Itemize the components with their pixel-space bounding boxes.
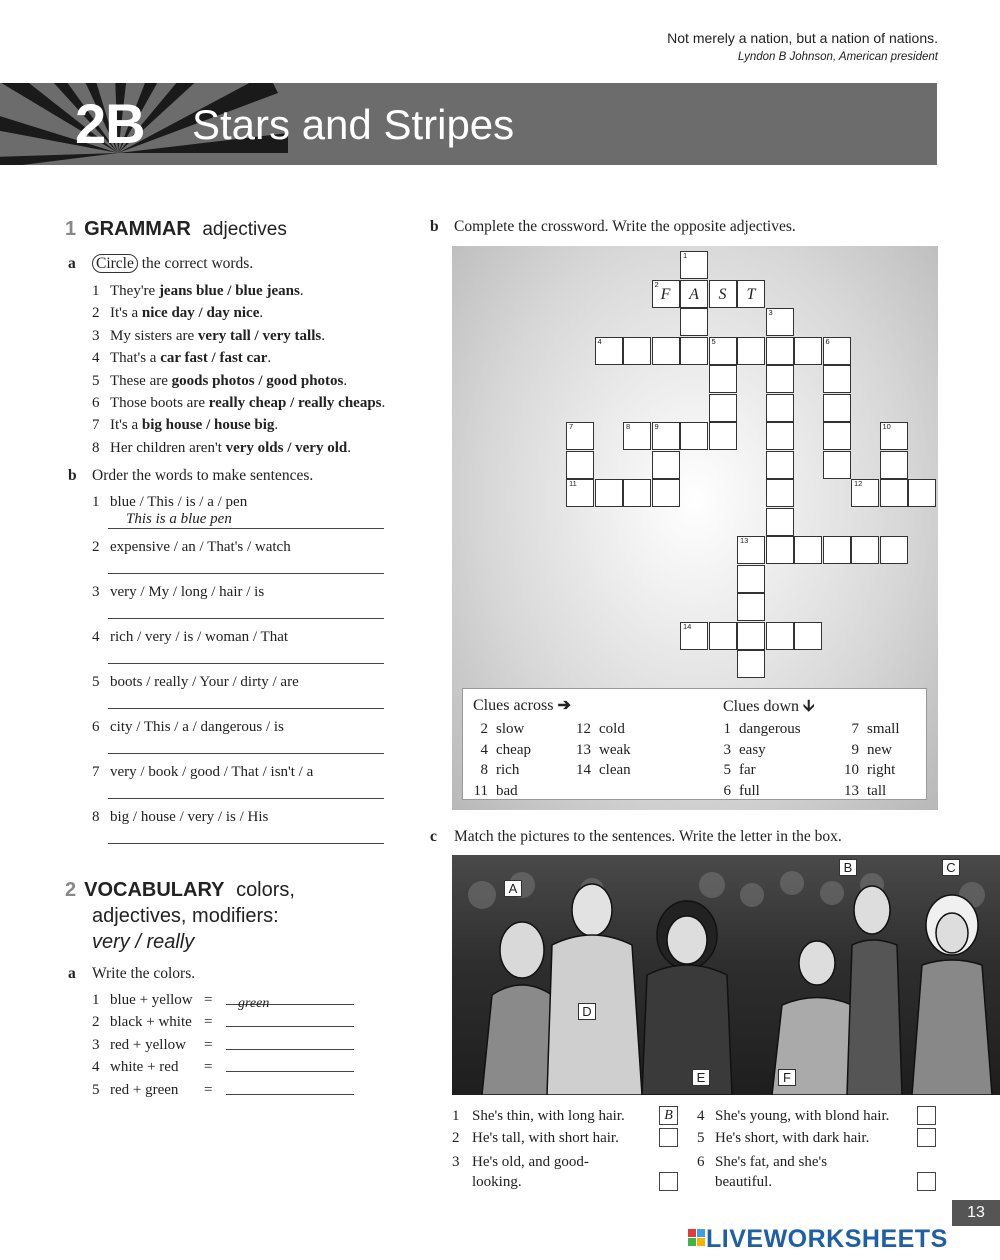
party-illustration <box>452 855 1000 1095</box>
crossword-cell[interactable] <box>709 622 737 650</box>
cell-letter: T <box>746 285 756 303</box>
cell-number: 10 <box>882 422 891 431</box>
exercise-letter: a <box>68 965 76 982</box>
crossword-cell[interactable] <box>652 479 680 507</box>
matching-instruction <box>430 828 842 846</box>
section-number: 2 <box>65 879 77 901</box>
cell-letter: F <box>660 285 671 303</box>
match-item: 5 He's short, with dark hair. <box>697 1130 870 1146</box>
answer-box[interactable] <box>659 1128 678 1147</box>
grammar-a-list <box>92 280 432 459</box>
crossword-cell[interactable] <box>766 508 794 536</box>
crossword-cell[interactable] <box>680 280 708 308</box>
crossword-cell[interactable] <box>680 251 708 279</box>
picture-label-d: D <box>578 1003 596 1020</box>
crossword-cell[interactable] <box>566 422 594 450</box>
crossword-cell[interactable] <box>766 394 794 422</box>
crossword-cell[interactable] <box>652 451 680 479</box>
clue-item: 5 far <box>723 762 756 778</box>
exercise-letter: b <box>68 467 77 484</box>
list-item: 4 rich / very / is / woman / That <box>92 629 402 674</box>
crossword-cell[interactable] <box>709 280 737 308</box>
liveworksheets-logo <box>688 1225 948 1254</box>
match-item: 3 He's old, and good- looking. <box>452 1154 589 1190</box>
word-prompt: rich / very / is / woman / That <box>110 629 289 645</box>
clue-item: 10 right <box>844 762 896 778</box>
answer-field[interactable] <box>108 826 384 844</box>
section-number: 1 <box>65 218 77 240</box>
clue-item: 8 rich <box>480 762 520 778</box>
match-item: 1 She's thin, with long hair. <box>452 1108 625 1124</box>
page-number: 13 <box>952 1200 1000 1226</box>
instruction-text: the correct words. <box>141 255 254 272</box>
crossword-cell[interactable] <box>709 394 737 422</box>
crossword-cell[interactable] <box>737 593 765 621</box>
grammar-a-instruction <box>68 255 253 273</box>
clue-item: 3 easy <box>723 741 766 758</box>
clues-box <box>462 688 927 800</box>
clue-item: 13 weak <box>576 741 631 758</box>
picture-label-e: E <box>692 1069 710 1086</box>
list-item: 5 boots / really / Your / dirty / are <box>92 674 402 719</box>
crossword-cell[interactable] <box>823 536 851 564</box>
crossword-cell[interactable] <box>794 622 822 650</box>
list-item: 6 Those boots are really cheap / really cheaps. <box>92 395 386 412</box>
crossword-cell[interactable] <box>737 536 765 564</box>
crossword-cell[interactable] <box>623 337 651 365</box>
clues-across <box>473 695 571 715</box>
answer-field[interactable] <box>226 1049 354 1050</box>
word-prompt: boots / really / Your / dirty / are <box>110 674 299 690</box>
vocab-a-instruction <box>68 965 195 983</box>
crossword-cell[interactable] <box>851 479 879 507</box>
word-prompt: expensive / an / That's / watch <box>110 539 291 555</box>
answer-field[interactable] <box>108 691 384 709</box>
answer-box[interactable] <box>917 1128 936 1147</box>
crossword-cell[interactable] <box>823 451 851 479</box>
picture-label-c: C <box>942 859 960 876</box>
option-choice[interactable]: goods photos / good photos <box>171 372 344 389</box>
cell-number: 2 <box>654 279 659 289</box>
picture-label-b: B <box>839 859 857 876</box>
option-choice[interactable]: car fast / fast car <box>160 350 268 367</box>
option-choice[interactable]: jeans blue / blue jeans <box>158 283 300 299</box>
circle-word: Circle <box>92 254 138 273</box>
list-item: 5 These are goods photos / good photos. <box>92 372 348 389</box>
crossword-cell[interactable] <box>709 365 737 393</box>
crossword-cell[interactable] <box>823 422 851 450</box>
crossword-cell[interactable] <box>737 280 765 308</box>
answer-box[interactable] <box>917 1106 936 1125</box>
option-choice[interactable]: big house / house big <box>141 417 275 434</box>
list-item: 8 Her children aren't very olds / very old. <box>92 439 351 456</box>
crossword-cell[interactable] <box>880 479 908 507</box>
crossword-cell[interactable] <box>737 565 765 593</box>
clue-item: 6 full <box>723 782 760 799</box>
crossword-cell[interactable] <box>595 479 623 507</box>
crossword-cell[interactable] <box>766 451 794 479</box>
list-item: 1 blue / This / is / a / pen This is a blue pen <box>92 494 402 539</box>
cell-number: 11 <box>569 479 577 488</box>
cell-letter: S <box>718 285 727 303</box>
crossword-cell[interactable] <box>595 337 623 365</box>
word-prompt: blue / This / is / a / pen <box>110 494 248 510</box>
cell-letter: A <box>689 285 699 303</box>
unit-code: 2B <box>75 92 145 155</box>
crossword-cell[interactable] <box>623 479 651 507</box>
crossword-cell[interactable] <box>709 422 737 450</box>
answer-field[interactable] <box>108 781 384 799</box>
crossword-cell[interactable] <box>566 479 594 507</box>
match-item: 2 He's tall, with short hair. <box>452 1130 619 1146</box>
crossword-cell[interactable] <box>766 365 794 393</box>
cell-number: 12 <box>854 479 863 488</box>
exercise-letter: a <box>68 255 76 272</box>
list-item: 8 big / house / very / is / His <box>92 809 402 854</box>
vocab-a-list <box>92 992 372 1104</box>
cell-number: 3 <box>768 308 773 317</box>
crossword-cell[interactable] <box>623 422 651 450</box>
clue-item: 13 tall <box>844 782 887 799</box>
list-item: 3 My sisters are very tall / very talls. <box>92 327 325 344</box>
clue-item: 11 bad <box>473 782 518 799</box>
section-topic: very / really <box>92 931 195 953</box>
unit-banner <box>0 83 937 165</box>
answer-field[interactable] <box>108 736 384 754</box>
answer-field[interactable] <box>108 601 384 619</box>
arrow-right-icon: ➔ <box>557 697 571 714</box>
picture-label-a: A <box>504 880 522 897</box>
answer-field[interactable] <box>226 1026 354 1027</box>
cell-number: 7 <box>569 422 574 431</box>
exercise-letter: c <box>430 828 437 845</box>
crossword-cell[interactable] <box>851 536 879 564</box>
quote-block <box>667 30 938 63</box>
answer-field[interactable] <box>108 646 384 664</box>
clue-item: 4 cheap <box>480 741 531 758</box>
clues-down-heading: Clues down <box>723 698 799 715</box>
list-item: 4 white + red = <box>92 1059 372 1081</box>
crossword-cell[interactable] <box>680 622 708 650</box>
crossword-cell[interactable] <box>794 337 822 365</box>
cell-number: 5 <box>711 336 716 346</box>
instruction-text: Match the pictures to the sentences. Write the letter in the box. <box>454 828 842 845</box>
crossword-cell[interactable] <box>766 622 794 650</box>
brand-name: LIVEWORKSHEETS <box>706 1225 948 1253</box>
word-prompt: city / This / a / dangerous / is <box>110 719 284 735</box>
instruction-text: Write the colors. <box>92 965 196 982</box>
answer-box[interactable] <box>917 1172 936 1191</box>
match-item: 6 She's fat, and she's beautiful. <box>697 1154 828 1190</box>
crossword-cell[interactable] <box>880 536 908 564</box>
vocabulary-heading <box>65 877 295 955</box>
match-item: 4 She's young, with blond hair. <box>697 1108 890 1124</box>
section-topic: colors, <box>236 879 295 901</box>
clue-item: 9 new <box>851 741 892 758</box>
quote-author: Lyndon B Johnson, American president <box>737 51 938 63</box>
crossword-cell[interactable] <box>766 536 794 564</box>
section-topic: adjectives <box>202 219 287 240</box>
grammar-b-instruction <box>68 467 313 485</box>
cell-number: 9 <box>654 422 659 431</box>
list-item: 2 It's a nice day / day nice. <box>92 305 264 322</box>
crossword-cell[interactable] <box>880 422 908 450</box>
list-item: 1 They're jeans blue / blue jeans. <box>92 283 304 299</box>
crossword-cell[interactable] <box>766 479 794 507</box>
word-prompt: big / house / very / is / His <box>110 809 269 825</box>
crossword-cell[interactable] <box>737 622 765 650</box>
section-title: GRAMMAR <box>84 218 191 240</box>
crossword-instruction <box>430 218 796 236</box>
crossword-cell[interactable] <box>823 337 851 365</box>
list-item: 2 expensive / an / That's / watch <box>92 539 402 584</box>
list-item: 7 It's a big house / house big. <box>92 417 279 434</box>
list-item: 3 very / My / long / hair / is <box>92 584 402 629</box>
quote-text: Not merely a nation, but a nation of nations. <box>667 30 938 46</box>
instruction-text: Complete the crossword. Write the opposite adjectives. <box>454 218 796 235</box>
crossword-cell[interactable] <box>709 337 737 365</box>
logo-mark-icon <box>688 1229 706 1249</box>
list-item: 1 blue + yellow = green <box>92 992 372 1014</box>
section-topic: adjectives, modifiers: <box>92 905 279 927</box>
answer-field[interactable] <box>226 1071 354 1072</box>
cell-number: 6 <box>825 336 830 346</box>
word-prompt: very / My / long / hair / is <box>110 584 265 600</box>
clues-across-heading: Clues across <box>473 697 554 714</box>
answer-field[interactable]: This is a blue pen <box>108 511 384 529</box>
list-item: 6 city / This / a / dangerous / is <box>92 719 402 764</box>
grammar-b-list <box>92 494 402 854</box>
cell-number: 8 <box>626 422 631 431</box>
crossword-cell[interactable] <box>566 451 594 479</box>
crossword-cell[interactable] <box>737 337 765 365</box>
party-scene-image <box>452 855 1000 1095</box>
crossword-cell[interactable] <box>794 536 822 564</box>
cell-number: 14 <box>683 621 692 631</box>
crossword-cell[interactable] <box>880 451 908 479</box>
list-item: 3 red + yellow = <box>92 1037 372 1059</box>
crossword-cell[interactable] <box>823 365 851 393</box>
crossword-cell[interactable] <box>737 650 765 678</box>
answer-field[interactable] <box>108 556 384 574</box>
clue-item: 1 dangerous <box>723 721 801 737</box>
answer-field[interactable]: green <box>226 1004 354 1005</box>
answer-box[interactable] <box>659 1172 678 1191</box>
crossword-cell[interactable] <box>680 422 708 450</box>
arrow-down-icon: 🡫 <box>803 698 815 715</box>
cell-number: 1 <box>683 251 688 260</box>
word-prompt: very / book / good / That / isn't / a <box>110 764 314 780</box>
crossword-cell[interactable] <box>908 479 936 507</box>
exercise-letter: b <box>430 218 439 235</box>
grammar-heading <box>65 218 287 241</box>
list-item: 4 That's a car fast / fast car. <box>92 350 272 367</box>
clue-item: 12 cold <box>576 721 625 737</box>
clue-item: 2 slow <box>480 721 525 737</box>
crossword-cell[interactable] <box>766 422 794 450</box>
crossword-cell[interactable] <box>652 337 680 365</box>
crossword-cell[interactable] <box>652 422 680 450</box>
answer-box[interactable]: B <box>659 1106 678 1125</box>
option-choice[interactable]: nice day / day nice <box>141 305 260 322</box>
crossword-cell[interactable] <box>680 308 708 336</box>
section-title: VOCABULARY <box>84 879 225 901</box>
list-item: 7 very / book / good / That / isn't / a <box>92 764 402 809</box>
list-item: 2 black + white = <box>92 1014 372 1036</box>
clue-item: 7 small <box>851 721 900 737</box>
crossword-cell[interactable] <box>823 394 851 422</box>
crossword-cell[interactable] <box>680 337 708 365</box>
cell-number: 4 <box>597 336 602 346</box>
answer-field[interactable] <box>226 1094 354 1095</box>
option-choice[interactable]: very olds / very old <box>225 439 348 456</box>
list-item: 5 red + green = <box>92 1082 372 1104</box>
option-choice[interactable]: really cheap / really cheaps <box>208 395 382 412</box>
cell-number: 13 <box>740 536 749 545</box>
instruction-text: Order the words to make sentences. <box>92 467 314 484</box>
picture-label-f: F <box>778 1069 796 1086</box>
clues-down <box>723 695 815 722</box>
crossword-cell[interactable] <box>652 280 680 308</box>
unit-title: Stars and Stripes <box>192 101 515 148</box>
crossword-cell[interactable] <box>766 337 794 365</box>
crossword-cell[interactable] <box>766 308 794 336</box>
option-choice[interactable]: very tall / very talls <box>197 327 322 344</box>
clue-item: 14 clean <box>576 762 631 778</box>
